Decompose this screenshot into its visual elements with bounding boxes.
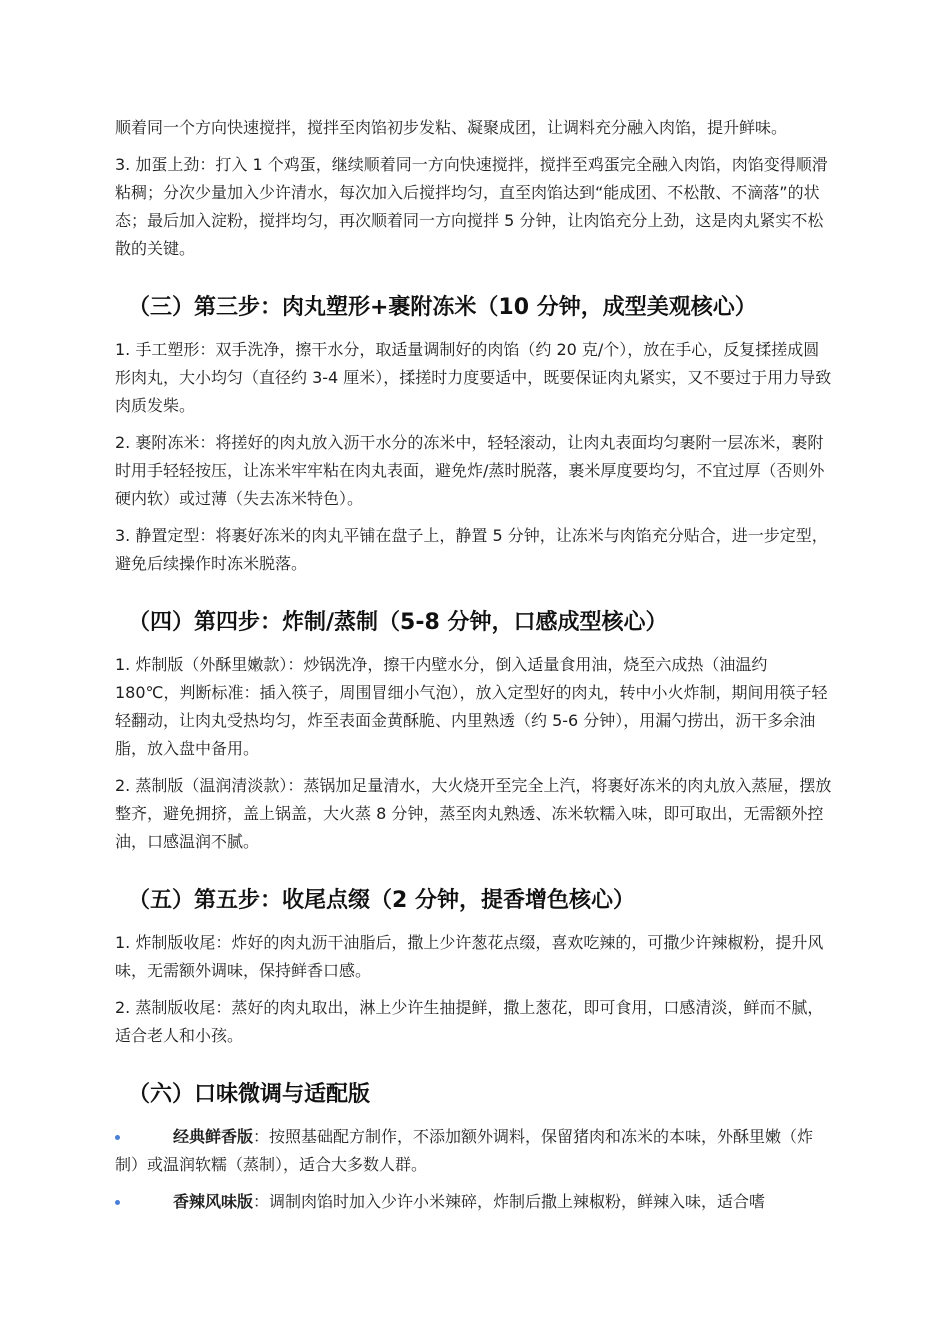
paragraph: 顺着同一个方向快速搅拌，搅拌至肉馅初步发粘、凝聚成团，让调料充分融入肉馅，提升鲜味。 [115,118,788,137]
paragraph: 1. 炸制版收尾：炸好的肉丸沥干油脂后，撒上少许葱花点缀，喜欢吃辣的，可撒少许辣椒粉，提升风味，无需额外调味，保持鲜香口感。 [115,933,824,980]
bullet-dot-icon [115,1200,120,1205]
document-page [115,114,835,1216]
section-heading: （六）口味微调与适配版 [128,1082,371,1107]
paragraph: 3. 静置定型：将裹好冻米的肉丸平铺在盘子上，静置 5 分钟，让冻米与肉馅充分贴合，进一步定型，避免后续操作时冻米脱落。 [115,526,828,573]
paragraph: 3. 加蛋上劲：打入 1 个鸡蛋，继续顺着同一方向快速搅拌，搅拌至鸡蛋完全融入肉馅，肉馅变得顺滑粘稠；分次少量加入少许清水，每次加入后搅拌均匀，直至肉馅达到“能成团、不松散、不滴落”的状态；最后加入淀粉，搅拌均匀，再次顺着同一方向搅拌 5 分钟，让肉馅充分上劲，这是肉丸紧实不松散的关键。 [115,155,828,258]
bullet-text: ：按照基础配方制作，不添加额外调料，保留猪肉和冻米的本味，外酥里嫩（炸制）或温润软糯（蒸制），适合大多数人群。 [115,1127,814,1174]
paragraph: 2. 蒸制版收尾：蒸好的肉丸取出，淋上少许生抽提鲜，撒上葱花，即可食用，口感清淡，鲜而不腻，适合老人和小孩。 [115,998,824,1045]
paragraph: 1. 手工塑形：双手洗净，擦干水分，取适量调制好的肉馅（约 20 克/个），放在手心，反复揉搓成圆形肉丸，大小均匀（直径约 3-4 厘米），揉搓时力度要适中，既要保证肉丸紧实，又不要过于用力导致肉质发柴。 [115,340,832,415]
bullet-item [115,1188,835,1216]
section-heading: （三）第三步：肉丸塑形+裹附冻米（10 分钟，成型美观核心） [128,295,757,320]
bullet-text: ：调制肉馅时加入少许小米辣碎，炸制后撒上辣椒粉，鲜辣入味，适合嗜 [253,1192,766,1211]
section-heading: （五）第五步：收尾点缀（2 分钟，提香增色核心） [128,888,635,913]
section-heading: （四）第四步：炸制/蒸制（5-8 分钟，口感成型核心） [128,610,668,635]
bullet-label: 经典鲜香版 [173,1127,254,1146]
paragraph: 1. 炸制版（外酥里嫩款）：炒锅洗净，擦干内壁水分，倒入适量食用油，烧至六成热（油温约 180℃，判断标准：插入筷子，周围冒细小气泡），放入定型好的肉丸，转中小火炸制，期间用筷子轻轻翻动，让肉丸受热均匀，炸至表面金黄酥脆、内里熟透（约 5-6 分钟），用漏勺捞出，沥干多余油脂，放入盘中备用。 [115,655,828,758]
bullet-label: 香辣风味版 [173,1192,254,1211]
paragraph: 2. 蒸制版（温润清淡款）：蒸锅加足量清水，大火烧开至完全上汽，将裹好冻米的肉丸放入蒸屉，摆放整齐，避免拥挤，盖上锅盖，大火蒸 8 分钟，蒸至肉丸熟透、冻米软糯入味，即可取出，无需额外控油，口感温润不腻。 [115,776,832,851]
bullet-item [115,1123,835,1179]
paragraph: 2. 裹附冻米：将搓好的肉丸放入沥干水分的冻米中，轻轻滚动，让肉丸表面均匀裹附一层冻米，裹附时用手轻轻按压，让冻米牢牢粘在肉丸表面，避免炸/蒸时脱落，裹米厚度要均匀，不宜过厚（否则外硬内软）或过薄（失去冻米特色）。 [115,433,825,508]
bullet-dot-icon [115,1135,120,1140]
